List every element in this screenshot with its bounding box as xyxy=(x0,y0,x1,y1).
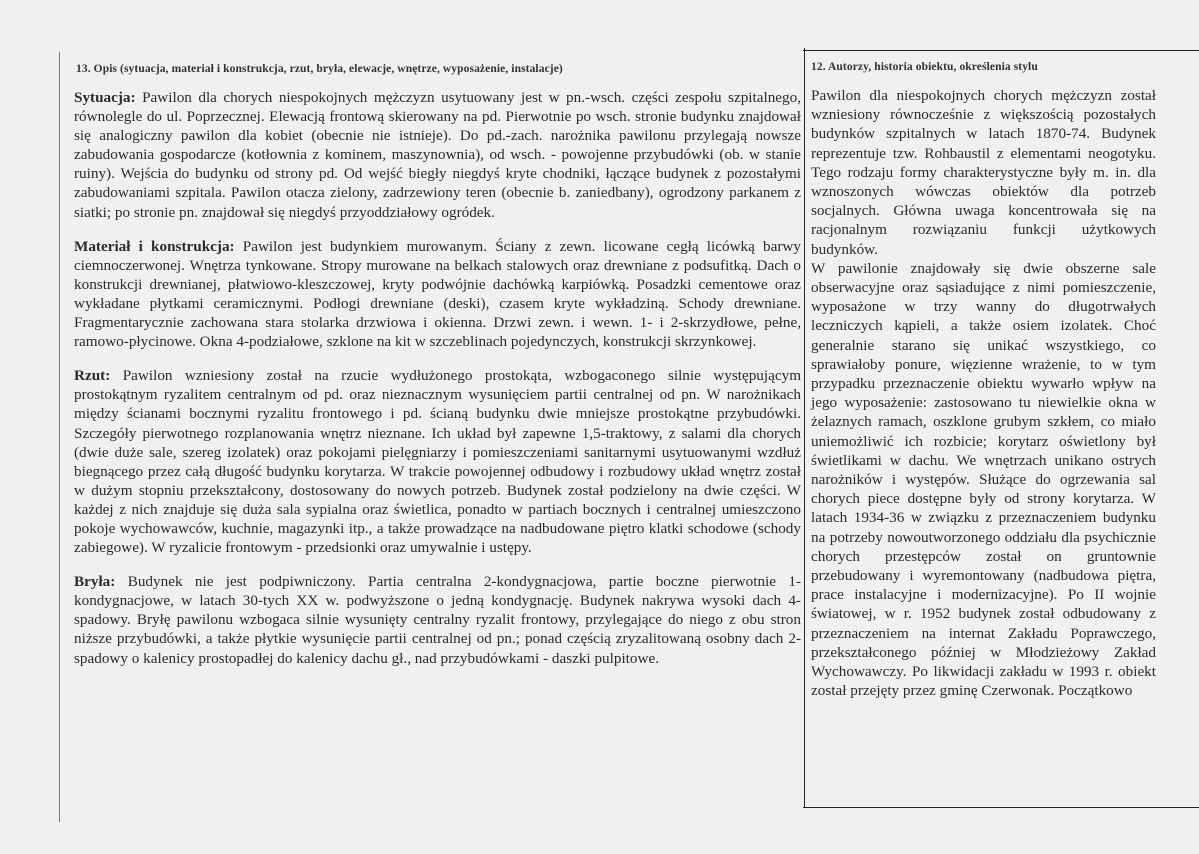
description-column xyxy=(74,88,801,683)
section-rzut xyxy=(74,366,801,557)
section-text: Budynek nie jest podpiwniczony. Partia centralna 2-kondygnacjowa, partie boczne pierwotnie 1-kondygnacjowe, w latach 30-tych XX w. podwyższone o jedną kondygnację. Budynek nakrywa wysoki dach 4-spadowy. Bryłę pawilonu wzbogaca silnie wysunięty centralny ryzalit frontowy, przylegające do niego z obu stron niższe przybudówki, a także płytkie wysunięcie partii centralnej od pn.; ponad częścią zryzalitowaną osobny dach 2-spadowy o kalenicy prostopadłej do kalenicy dachu gł., nad przybudówkami - daszki pulpitowe. xyxy=(74,573,802,667)
section-text: Pawilon jest budynkiem murowanym. Ściany z zewn. licowane cegłą licówką barwy ciemnoczerwonej. Wnętrza tynkowane. Stropy murowane na belkach stalowych oraz drewniane z podsufitką. Dach o konstrukcji drewnianej, płatwiowo-kleszczowej, kryty podwójnie dachówką karpiówką. Posadzki cementowe oraz wykładane płytkami ceramicznymi. Podłogi drewniane (deski), czasem kryte wykładziną. Schody drewniane. Fragmentarycznie zachowana stara stolarka drzwiowa i okienna. Drzwi zewn. i wewn. 1- i 2-skrzydłowe, pełne, ramowo-płycinowe. Okna 4-podziałowe, szklone na kit w szczeblinach pojedynczych, konstrukcji skrzynkowej. xyxy=(74,237,801,351)
history-paragraph: Pawilon dla niespokojnych chorych mężczyzn został wzniesiony równocześnie z większością pozostałych budynków szpitalnych w latach 1870-74. Budynek reprezentuje tzw. Rohbaustil z elementami neogotyku. Tego rodzaju formy charakterystyczne były m. in. dla wznoszonych wówczas obiektów dla potrzeb socjalnych. Główna uwaga koncentrowała się na racjonalnym rozwiązaniu funkcji użytkowych budynków. xyxy=(811,87,1156,258)
description-header: 13. Opis (sytuacja, materiał i konstrukcja, rzut, bryła, elewacje, wnętrze, wyposażenie, instalacje) xyxy=(76,63,563,75)
section-title: Rzut: xyxy=(74,367,111,385)
left-border-line xyxy=(59,52,60,822)
section-material xyxy=(74,237,801,352)
history-header: 12. Autorzy, historia obiektu, określenia stylu xyxy=(811,61,1038,73)
section-title: Sytuacja: xyxy=(74,89,136,106)
right-box-bottom-border xyxy=(803,807,1199,808)
history-paragraph: W pawilonie znajdowały się dwie obszerne sale obserwacyjne oraz sąsiadujące z nimi pomieszczenie, wyposażone w trzy wanny do długotrwałych leczniczych kąpieli, a także osiem izolatek. Choć generalnie starano się unikać wszystkiego, co sprawiałoby ponure, więzienne wrażenie, to w tym przypadku przeznaczenie obiektu wywarło wpływ na jego wyposażenie: zastosowano tu niewielkie okna w żelaznych ramach, oszklone grubym szkłem, co miało uniemożliwić ich rozbicie; korytarz oświetlony był świetlikami w dachu. We wnętrzach unikano ostrych narożników i występów. Służące do ogrzewania sal chorych piece dostępne były od strony korytarza. W latach 1934-36 w związku z przeznaczeniem budynku na potrzeby nowoutworzonego oddziału dla psychicznie chorych przestępców został on gruntownie przebudowany i wyremontowany (nadbudowa piętra, prace instalacyjne i modernizacyjne). Po II wojnie światowej, w r. 1952 budynek został odbudowany z przeznaczeniem na internat Zakładu Poprawczego, przekształconego później w Młodzieżowy Zakład Wychowawczy. Po likwidacji zakładu w 1993 r. obiekt został przejęty przez gminę Czerwonak. Początkowo xyxy=(811,259,1156,700)
section-title: Bryła: xyxy=(74,573,116,591)
right-box-top-border xyxy=(803,50,1199,51)
section-text: Pawilon wzniesiony został na rzucie wydłużonego prostokąta, wzbogaconego silnie występującym prostokątnym ryzalitem centralnym od pd. oraz nieznacznym wysunięciem partii centralnej od pn. W narożnikach między ścianami bocznymi ryzalitu frontowego i pd. ścianą budynku dwie mniejsze prostokątne przybudówki. Szczegóły pierwotnego rozplanowania wnętrz nieznane. Ich układ był zapewne 1,5-traktowy, z salami dla chorych (dwie duże sale, szereg izolatek) oraz pokojami pielęgniarzy i pomieszczeniami sanitarnymi usytuowanymi wzdłuż biegnącego przez całą długość budynku korytarza. W trakcie powojennej odbudowy i rozbudowy układ wnętrz został w dużym stopniu przekształcony, dostosowany do nowych potrzeb. Budynek został podzielony na dwie części. W każdej z nich znajduje się duża sala sypialna oraz świetlica, ponadto w partiach bocznych i centralnej umieszczono pokoje wychowawców, kuchnie, magazynki itp., a także prowadzące na nadbudowane piętro klatki schodowe (schody zabiegowe). W ryzalicie frontowym - przedsionki oraz umywalnie i ustępy. xyxy=(74,367,802,557)
section-text: Pawilon dla chorych niespokojnych mężczyzn usytuowany jest w pn.-wsch. części zespołu szpitalnego, równolegle do ul. Poprzecznej. Elewacją frontową skierowany na pd. Pierwotnie po wsch. stronie budynku znajdował się analogiczny pawilon dla kobiet (obecnie nie istnieje). Do pd.-zach. narożnika pawilonu przylegają nowsze zabudowania gospodarcze (kotłownia z kominem, maszynownia), od wsch. - powojenne przybudówki (ob. w stanie ruiny). Wejścia do budynku od strony pd. Od wejść biegły niegdyś kryte chodniki, łączące budynek z pozostałymi zabudowaniami szpitala. Pawilon otacza zielony, zadrzewiony teren (obecnie b. zaniedbany), ogrodzony parkanem z siatki; po stronie pn. znajdował się niegdyś przyoddziałowy ogródek. xyxy=(74,89,802,221)
column-divider xyxy=(804,48,805,808)
section-sytuacja xyxy=(74,88,801,222)
history-column xyxy=(811,86,1156,701)
section-bryla xyxy=(74,572,801,667)
section-title: Materiał i konstrukcja: xyxy=(74,237,235,255)
